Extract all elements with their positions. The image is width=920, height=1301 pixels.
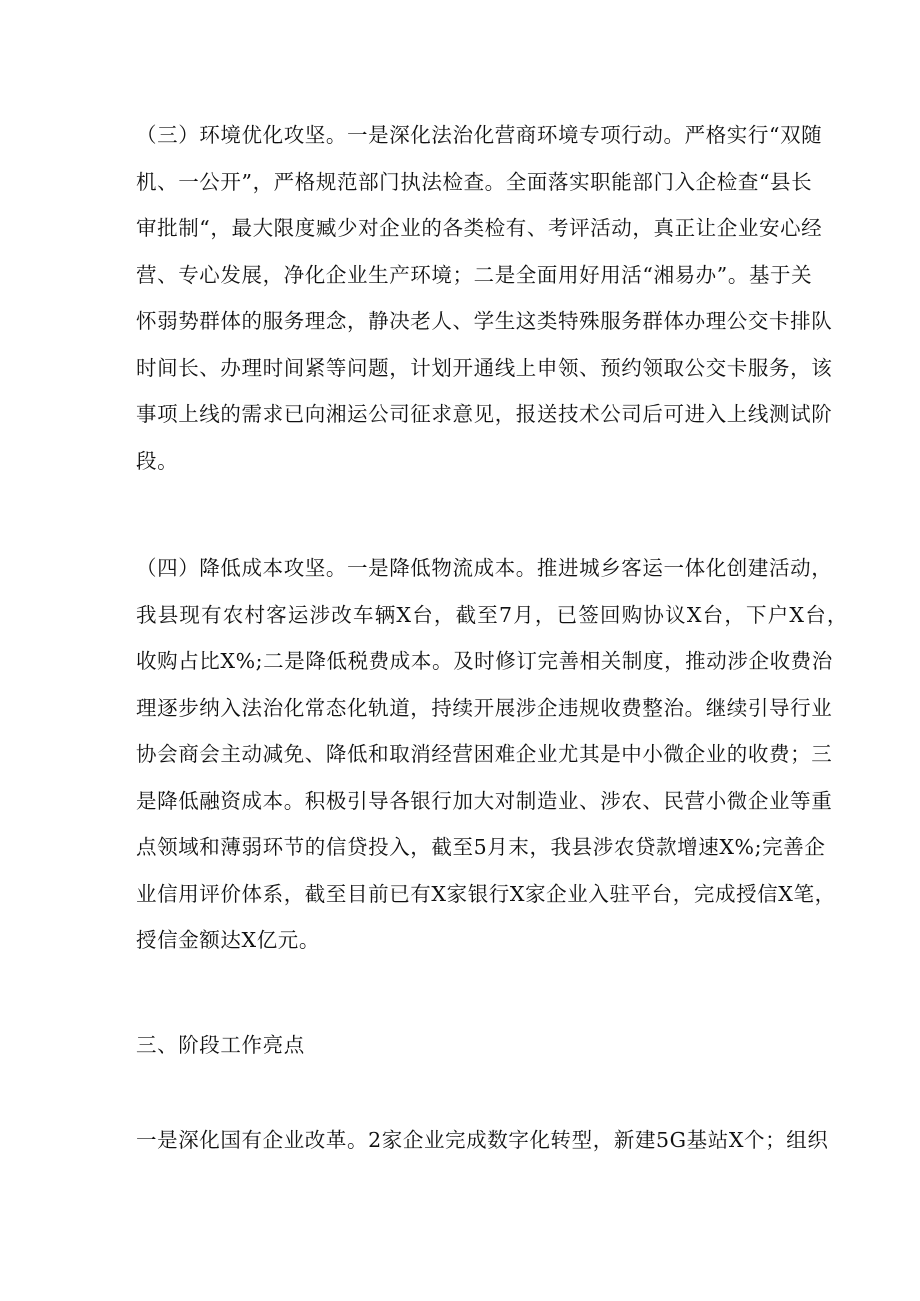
text-line: 协会商会主动减免、降低和取消经营困难企业尤其是中小微企业的收费；三 (136, 742, 833, 766)
text-line: 机、一公开”，严格规范部门执法检查。全面落实职能部门入企检查“县长 (136, 169, 813, 194)
text-line: 业信用评价体系，截至目前已有X家银行X家企业入驻平台，完成授信X笔， (136, 881, 836, 906)
heading-text: 三、阶段工作亮点 (136, 1033, 305, 1057)
text-line: 段。 (136, 448, 179, 473)
text-line: 我县现有农村客运涉改车辆X台，截至7月，已签回购协议X台，下户X台， (136, 602, 849, 627)
paragraph-state-enterprise-reform (136, 1117, 829, 1164)
paragraph-cost-reduction (136, 545, 849, 964)
text-line: 一是深化国有企业改革。2家企业完成数字化转型，新建5G基站X个；组织 (136, 1128, 829, 1152)
text-line: 事项上线的需求已向湘运公司征求意见，报送技术公司后可进入上线测试阶 (136, 402, 833, 426)
text-line: 理逐步纳入法治化常态化轨道，持续开展涉企违规收费整治。继续引导行业 (136, 695, 833, 720)
text-line: （四）降低成本攻坚。一是降低物流成本。推进城乡客运一体化创建活动， (136, 556, 833, 580)
text-line: 收购占比X%;二是降低税费成本。及时修订完善相关制度，推动涉企收费治 (136, 649, 833, 673)
text-line: 审批制“，最大限度臧少对企业的各类检有、考评活动，真正让企业安心经 (136, 216, 823, 240)
section-heading (136, 1022, 796, 1069)
text-line: 点领域和薄弱环节的信贷投入，截至5月末，我县涉农贷款增速X%;完善企 (136, 835, 826, 859)
text-line: 怀弱势群体的服务理念，静决老人、学生这类特殊服务群体办理公交卡排队 (136, 309, 833, 333)
text-line: 时间长、办理时间紧等问题，计划开通线上申领、预约领取公交卡服务，该 (136, 355, 833, 380)
text-line: 是降低融资成本。积极引导各银行加大对制造业、涉农、民营小微企业等重 (136, 788, 833, 813)
text-line: 授信金额达X亿元。 (136, 928, 320, 952)
paragraph-environment-optimization (136, 112, 833, 484)
text-line: 营、专心发展，净化企业生产环境；二是全面用好用活“湘易办”。基于关 (136, 262, 813, 287)
text-line: （三）环境优化攻坚。一是深化法治化营商环境专项行动。严格实行“双随 (136, 123, 823, 147)
